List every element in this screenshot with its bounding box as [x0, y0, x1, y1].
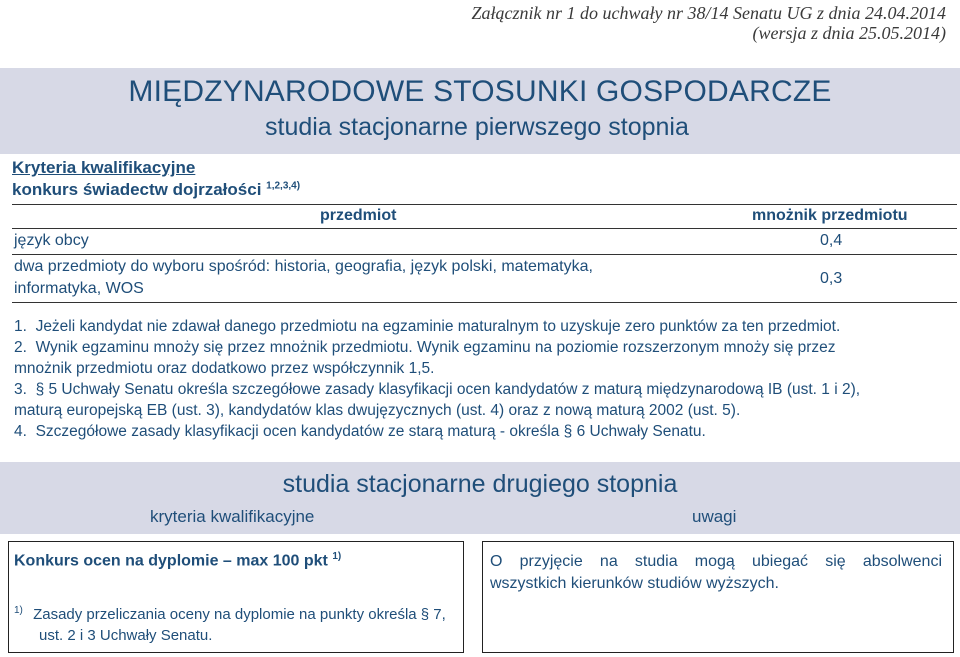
- row-2-subject-line-2: informatyka, WOS: [14, 280, 144, 297]
- footnote-line-2: ust. 2 i 3 Uchwały Senatu.: [39, 627, 213, 644]
- note-1-text: Jeżeli kandydat nie zdawał danego przedmiotu na egzaminie maturalnym to uzyskuje zero punktów za ten przedmiot.: [35, 318, 841, 335]
- row-1-multiplier: 0,4: [820, 232, 843, 249]
- col-notes-header: uwagi: [692, 507, 737, 526]
- remark-line-1: O przyjęcie na studia mogą ubiegać się absolwenci: [490, 553, 942, 570]
- second-competition-text: Konkurs ocen na dyplomie – max 100 pkt: [14, 552, 328, 570]
- table-header-line: [12, 228, 957, 229]
- note-3-line-1: § 5 Uchwały Senatu określa szczegółowe zasady klasyfikacji ocen kandydatów z maturą międzynarodową IB (ust. 1 i 2),: [35, 381, 861, 398]
- row-2-multiplier: 0,3: [820, 270, 843, 287]
- second-competition-sup: 1): [332, 551, 342, 562]
- remark: [490, 551, 942, 595]
- col-criteria-header: kryteria kwalifikacyjne: [150, 507, 315, 526]
- note-3-number: 3.: [14, 381, 27, 398]
- criteria-heading: Kryteria kwalifikacyjne: [12, 158, 196, 177]
- note-2-number: 2.: [14, 339, 27, 356]
- note-4-number: 4.: [14, 423, 27, 440]
- footnote: [14, 600, 446, 646]
- note-1-number: 1.: [14, 318, 27, 335]
- competition-heading: [12, 180, 300, 200]
- note-2-line-2: mnożnik przedmiotu oraz dodatkowo przez współczynnik 1,5.: [14, 360, 435, 377]
- remark-line-2: wszystkich kierunków studiów wyższych.: [490, 575, 779, 592]
- table-row-1-line: [12, 254, 957, 255]
- footnote-mark: 1): [14, 605, 23, 616]
- page-title: MIĘDZYNARODOWE STOSUNKI GOSPODARCZE: [128, 75, 832, 108]
- col-multiplier-header: mnożnik przedmiotu: [752, 207, 908, 224]
- notes-block: [14, 316, 944, 442]
- first-degree-subtitle: studia stacjonarne pierwszego stopnia: [265, 113, 689, 141]
- attachment-line-1: Załącznik nr 1 do uchwały nr 38/14 Senatu UG z dnia 24.04.2014: [471, 3, 946, 23]
- row-2-subject-line-1: dwa przedmioty do wyboru spośród: historia, geografia, język polski, matematyka,: [14, 258, 593, 275]
- second-degree-subtitle: studia stacjonarne drugiego stopnia: [282, 470, 678, 498]
- note-2-line-1: Wynik egzaminu mnoży się przez mnożnik przedmiotu. Wynik egzaminu na poziomie rozszerzonym mnoży się przez: [35, 339, 836, 356]
- table-bottom-line: [12, 302, 957, 303]
- competition-text: konkurs świadectw dojrzałości: [12, 180, 262, 199]
- attachment-line-2: (wersja z dnia 25.05.2014): [752, 23, 946, 43]
- second-competition: [14, 551, 341, 570]
- row-1-subject: język obcy: [14, 232, 89, 249]
- footnote-line-1: Zasady przeliczania oceny na dyplomie na punkty określa § 7,: [33, 606, 446, 623]
- note-3-line-2: maturą europejską EB (ust. 3), kandydatów klas dwujęzycznych (ust. 4) oraz z nową maturą 2002 (ust. 5).: [14, 402, 741, 419]
- note-4-text: Szczegółowe zasady klasyfikacji ocen kandydatów ze starą maturą - określa § 6 Uchwały Senatu.: [35, 423, 706, 440]
- competition-sup: 1,2,3,4): [266, 180, 301, 192]
- table-top-line: [12, 204, 957, 205]
- col-subject-header: przedmiot: [320, 207, 397, 224]
